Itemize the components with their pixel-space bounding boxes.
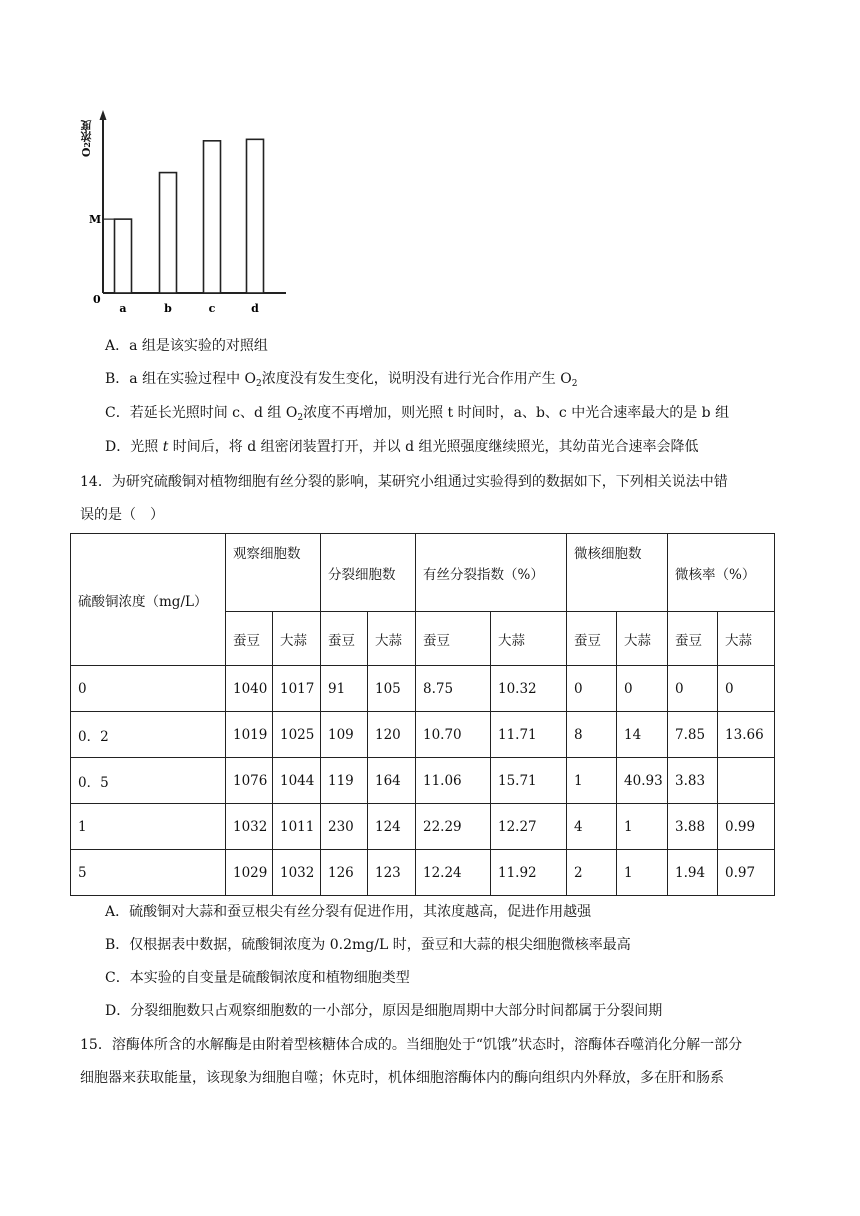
q13-option-c xyxy=(105,403,860,428)
y-axis-label-text: 浓度 xyxy=(80,120,93,142)
table-cell: 3.88 xyxy=(668,804,718,850)
group-header: 微核率（%） xyxy=(668,534,775,612)
subheader-cell: 大蒜 xyxy=(718,612,775,666)
subheader-cell: 蚕豆 xyxy=(668,612,718,666)
concentration-cell: 5 xyxy=(71,850,226,896)
subheader-cell: 大蒜 xyxy=(273,612,321,666)
table-cell: 0 xyxy=(567,666,617,712)
concentration-cell: 0 xyxy=(71,666,226,712)
q14-option-d: D．分裂细胞数只占观察细胞数的一小部分，原因是细胞周期中大部分时间都属于分裂间期 xyxy=(105,1003,663,1019)
table-cell: 164 xyxy=(368,758,416,804)
table-cell: 11.06 xyxy=(416,758,491,804)
chart-canvas xyxy=(80,108,300,323)
table-cell: 1032 xyxy=(226,804,273,850)
x-tick-label: b xyxy=(164,302,172,315)
x-tick-label: d xyxy=(251,302,259,315)
table-row xyxy=(71,804,775,850)
y-axis-label-sub: 2 xyxy=(82,142,92,148)
q14-stem-line1: 14．为研究硫酸铜对植物细胞有丝分裂的影响，某研究小组通过实验得到的数据如下，下列相关说法中错 xyxy=(80,474,728,490)
subheader-cell: 蚕豆 xyxy=(567,612,617,666)
q14-option-b: B．仅根据表中数据，硫酸铜浓度为 0.2mg/L 时，蚕豆和大蒜的根尖细胞微核率最高 xyxy=(105,937,631,953)
table-cell: 0.99 xyxy=(718,804,775,850)
q13-option-d-pre: D．光照 xyxy=(105,439,163,455)
q13-option-d xyxy=(105,437,860,457)
table-row xyxy=(71,712,775,758)
table-cell: 109 xyxy=(321,712,368,758)
table-row xyxy=(71,850,775,896)
table-cell: 8 xyxy=(567,712,617,758)
q13-option-d-t: t xyxy=(162,439,169,455)
subheader-cell: 蚕豆 xyxy=(226,612,273,666)
table-cell: 40.93 xyxy=(617,758,668,804)
table-cell: 1.94 xyxy=(668,850,718,896)
q15-line2: 细胞器来获取能量，该现象为细胞自噬；休克时，机体细胞溶酶体内的酶向组织内外释放，多在肝和肠系 xyxy=(80,1070,724,1086)
o2-subscript: 2 xyxy=(297,413,304,423)
table-cell: 120 xyxy=(368,712,416,758)
table-cell: 1 xyxy=(567,758,617,804)
table-cell: 1011 xyxy=(273,804,321,850)
table-cell: 126 xyxy=(321,850,368,896)
q13-option-b-mid: 浓度没有发生变化，说明没有进行光合作用产生 O xyxy=(261,371,572,387)
table-cell: 1032 xyxy=(273,850,321,896)
x-tick-label: a xyxy=(119,302,127,315)
table-cell: 0 xyxy=(718,666,775,712)
o2-subscript: 2 xyxy=(256,379,262,389)
q13-option-a: A．a 组是该实验的对照组 xyxy=(105,338,268,354)
table-cell: 4 xyxy=(567,804,617,850)
q13-option-d-post: 时间后，将 d 组密闭装置打开，并以 d 组光照强度继续照光，其幼苗光合速率会降低 xyxy=(168,439,699,455)
table-cell: 0 xyxy=(617,666,668,712)
q14-option-a: A．硫酸铜对大蒜和蚕豆根尖有丝分裂有促进作用，其浓度越高，促进作用越强 xyxy=(105,904,592,920)
table-cell: 13.66 xyxy=(718,712,775,758)
table-cell: 10.32 xyxy=(491,666,567,712)
table-cell: 1017 xyxy=(273,666,321,712)
bar-b xyxy=(160,173,177,293)
q13-option-c-pre: C．若延长光照时间 c、d 组 O xyxy=(105,405,298,421)
x-tick-label: c xyxy=(208,302,216,315)
subheader-cell: 大蒜 xyxy=(491,612,567,666)
table-cell: 1044 xyxy=(273,758,321,804)
table-cell: 14 xyxy=(617,712,668,758)
table-cell: 1076 xyxy=(226,758,273,804)
table-cell: 1040 xyxy=(226,666,273,712)
q15-line1: 15．溶酶体所含的水解酶是由附着型核糖体合成的。当细胞处于“饥饿”状态时，溶酶体吞噬消化分解一部分 xyxy=(80,1037,743,1053)
table-cell xyxy=(718,758,775,804)
table-cell: 22.29 xyxy=(416,804,491,850)
table-cell: 105 xyxy=(368,666,416,712)
bar-a xyxy=(115,219,132,293)
table-cell: 119 xyxy=(321,758,368,804)
table-cell: 3.83 xyxy=(668,758,718,804)
table-cell: 1 xyxy=(617,850,668,896)
subheader-cell: 大蒜 xyxy=(617,612,668,666)
group-header: 分裂细胞数 xyxy=(321,534,416,612)
table-header-row xyxy=(71,534,775,612)
y-axis-label-o: O xyxy=(80,147,93,158)
q13-option-b xyxy=(105,369,860,394)
group-header: 微核细胞数 xyxy=(567,534,668,612)
table-cell: 0.97 xyxy=(718,850,775,896)
table-cell: 12.24 xyxy=(416,850,491,896)
q14-option-c: C．本实验的自变量是硫酸铜浓度和植物细胞类型 xyxy=(105,970,410,986)
table-cell: 91 xyxy=(321,666,368,712)
y-tick-label-m: M xyxy=(89,213,102,227)
table-cell: 12.27 xyxy=(491,804,567,850)
group-header: 有丝分裂指数（%） xyxy=(416,534,567,612)
bar-c xyxy=(204,141,221,293)
table-cell: 1 xyxy=(617,804,668,850)
table-cell: 230 xyxy=(321,804,368,850)
row-header-cell: 硫酸铜浓度（mg/L） xyxy=(71,534,226,666)
y-tick-label-0: 0 xyxy=(93,293,101,306)
q14-stem-line2: 误的是（ ） xyxy=(80,507,164,523)
table-cell: 1019 xyxy=(226,712,273,758)
data-table xyxy=(70,533,775,896)
bar-d xyxy=(247,139,264,293)
q13-option-c-post: 浓度不再增加，则光照 t 时间时，a、b、c 中光合速率最大的是 b 组 xyxy=(303,405,730,421)
y-axis-arrow xyxy=(100,110,107,120)
subheader-cell: 大蒜 xyxy=(368,612,416,666)
table-cell: 8.75 xyxy=(416,666,491,712)
subheader-cell: 蚕豆 xyxy=(321,612,368,666)
table-cell: 124 xyxy=(368,804,416,850)
table-cell: 0 xyxy=(668,666,718,712)
table-row xyxy=(71,666,775,712)
group-header: 观察细胞数 xyxy=(226,534,321,612)
concentration-cell: 0．2 xyxy=(71,712,226,758)
table-cell: 123 xyxy=(368,850,416,896)
y-axis-label xyxy=(81,120,97,157)
concentration-cell: 1 xyxy=(71,804,226,850)
table-cell: 10.70 xyxy=(416,712,491,758)
table-cell: 11.71 xyxy=(491,712,567,758)
o2-subscript: 2 xyxy=(571,379,578,389)
subheader-cell: 蚕豆 xyxy=(416,612,491,666)
table-row xyxy=(71,758,775,804)
concentration-cell: 0．5 xyxy=(71,758,226,804)
q13-option-b-pre: B．a 组在实验过程中 O xyxy=(105,371,257,387)
table-cell: 1029 xyxy=(226,850,273,896)
table-cell: 7.85 xyxy=(668,712,718,758)
table-cell: 1025 xyxy=(273,712,321,758)
table-cell: 11.92 xyxy=(491,850,567,896)
table-cell: 15.71 xyxy=(491,758,567,804)
table-cell: 2 xyxy=(567,850,617,896)
bar-chart xyxy=(80,108,300,323)
